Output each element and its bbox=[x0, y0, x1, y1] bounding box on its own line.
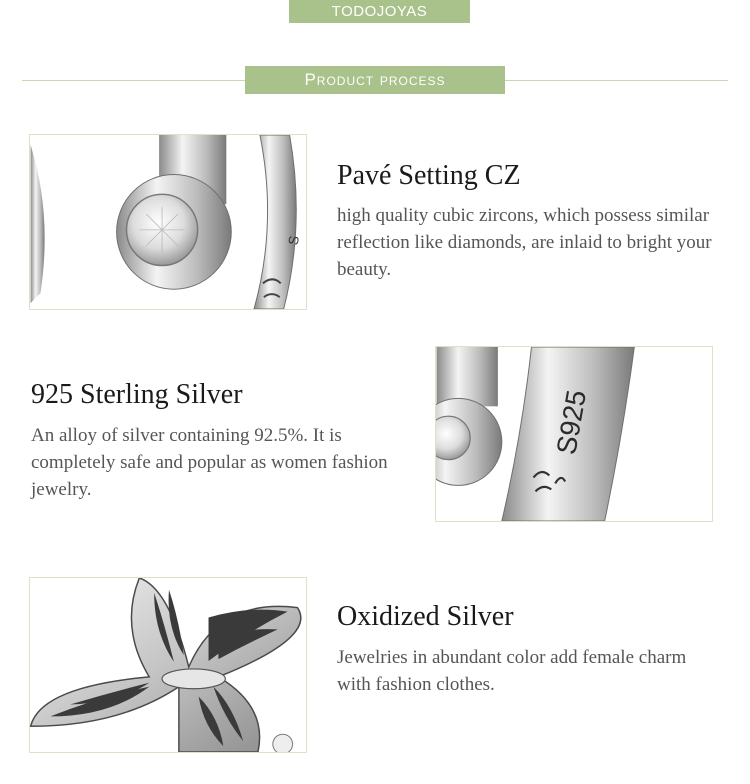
ring-closeup-cz-illustration bbox=[30, 135, 306, 309]
feature-title-sterling: 925 Sterling Silver bbox=[31, 379, 243, 410]
feature-desc-sterling: An alloy of silver containing 92.5%. It is completely safe and popular as women fashion jewelry. bbox=[31, 425, 388, 500]
feature-title-pave: Pavé Setting CZ bbox=[337, 160, 521, 191]
pave-setting-photo bbox=[29, 134, 307, 310]
oxidized-silver-photo bbox=[29, 577, 307, 753]
feature-desc-oxidized: Jewelries in abundant color add female charm with fashion clothes. bbox=[337, 647, 687, 695]
butterfly-charm-illustration bbox=[30, 578, 306, 752]
svg-text:S: S bbox=[284, 234, 303, 247]
s925-engraving: S925 bbox=[550, 387, 593, 457]
feature-desc-pave: high quality cubic zircons, which possess similar reflection like diamonds, are inlaid to bright your beauty. bbox=[337, 205, 712, 280]
ring-inner-engraving-illustration bbox=[436, 347, 712, 521]
sterling-silver-photo bbox=[435, 346, 713, 522]
feature-title-oxidized: Oxidized Silver bbox=[337, 601, 514, 632]
brand-tag: TODOJOYAS bbox=[289, 0, 470, 23]
section-heading: Product process bbox=[245, 66, 505, 94]
